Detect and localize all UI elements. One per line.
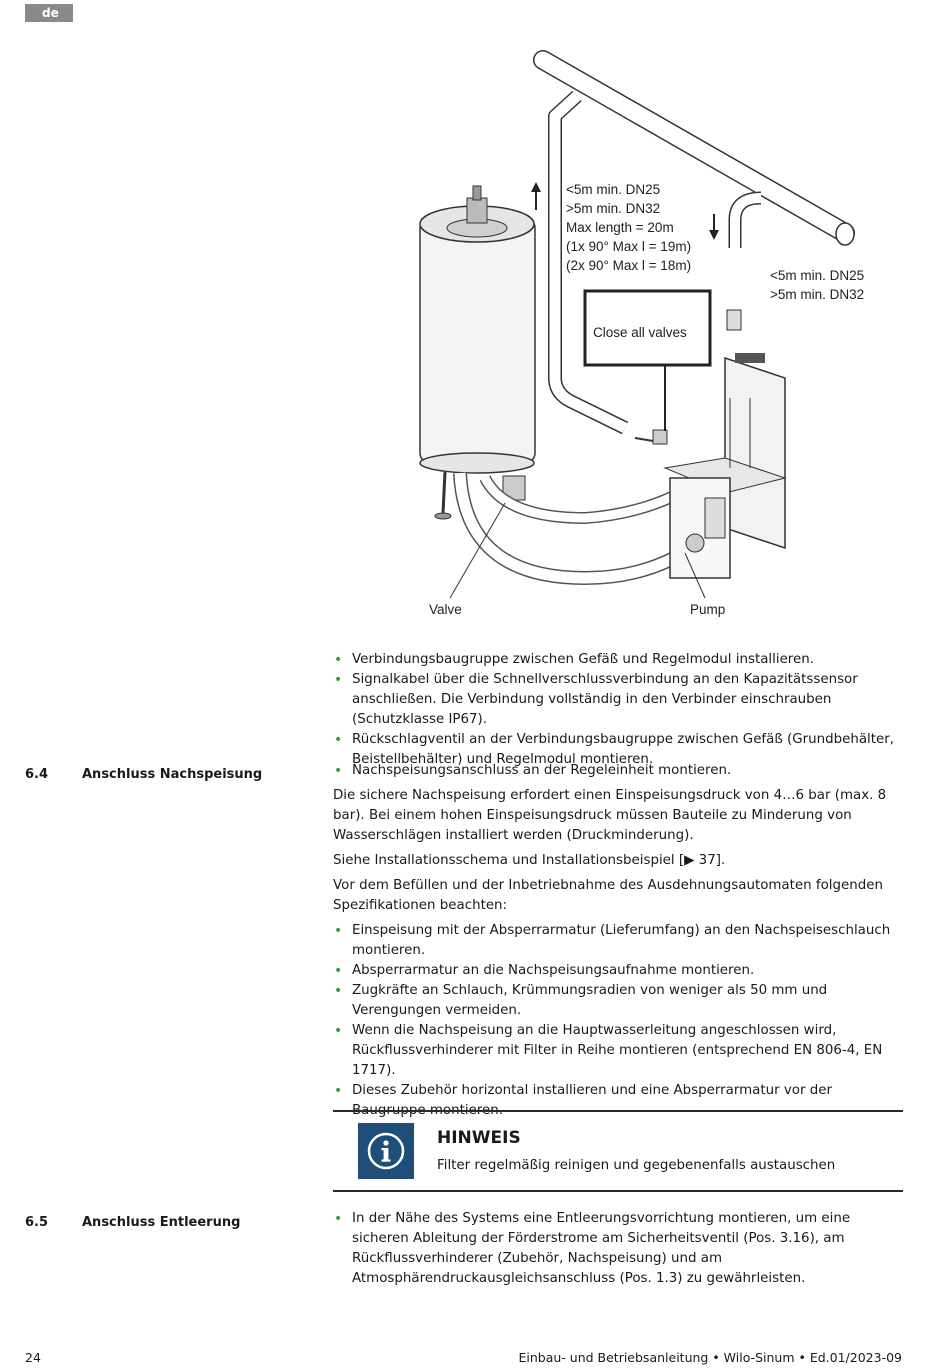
list-item: • In der Nähe des Systems eine Entleerungsvorrichtung montieren, um eine sicheren Ableitung der Förderstrome am Sicherheitsventil (Pos. 3.16), am Rückflussverhinderer (Zubehör, Nachspeisung) und am Atmosphärendruckausgleichsanschluss (Pos. 1.3) zu gewährleisten. (333, 1209, 908, 1289)
control-module (665, 353, 785, 578)
list-item: • Absperrarmatur an die Nachspeisungsaufnahme montieren. (333, 961, 908, 981)
callout-text: Close all valves (593, 325, 687, 340)
shutoff-valve (635, 430, 667, 444)
section-6-5-number: 6.5 (25, 1215, 49, 1230)
section-6-5-body (333, 1209, 908, 1289)
spec-text-right (770, 268, 864, 302)
valve-label: Valve (429, 602, 462, 617)
list-item: • Verbindungsbaugruppe zwischen Gefäß und Regelmodul installieren. (333, 650, 908, 670)
page-number: 24 (25, 1350, 41, 1365)
section-6-4-number: 6.4 (25, 767, 49, 782)
list-item: • Rückschlagventil an der Verbindungsbaugruppe zwischen Gefäß (Grundbehälter, Beistellbehälter) und Regelmodul montieren. (333, 730, 908, 770)
spec-text-left (566, 182, 691, 273)
info-icon (358, 1123, 414, 1179)
footer-doc-title: Einbau- und Betriebsanleitung • Wilo-Sinum • Ed.01/2023-09 (518, 1350, 902, 1365)
spec-left-line: <5m min. DN25 (566, 182, 661, 197)
notice-box (333, 1110, 903, 1192)
notice-title: HINWEIS (437, 1128, 521, 1148)
section-6-4-title: Anschluss Nachspeisung (82, 767, 263, 782)
spec-left-line: (1x 90° Max l = 19m) (566, 239, 692, 254)
spec-right-line: <5m min. DN25 (770, 268, 865, 283)
drop-pipe-right (709, 198, 761, 330)
expansion-vessel (420, 186, 535, 519)
paragraph: Siehe Installationsschema und Installationsbeispiel [▶ 37]. (333, 853, 726, 868)
spec-right-line: >5m min. DN32 (770, 287, 865, 302)
list-item: • Einspeisung mit der Absperrarmatur (Lieferumfang) an den Nachspeiseschlauch montieren. (333, 921, 908, 961)
installation-diagram (405, 48, 905, 628)
list-item: • Zugkräfte an Schlauch, Krümmungsradien von weniger als 50 mm und Verengungen vermeiden. (333, 981, 908, 1021)
intro-list-block (333, 650, 908, 770)
paragraph: Die sichere Nachspeisung erfordert einen Einspeisungsdruck von 4…6 bar (max. 8 bar). Bei einem hohen Einspeisungsdruck müssen Bauteile zu Minderung von Wasserschlägen installiert werden (Druckminderung). (333, 788, 887, 843)
list-item: • Nachspeisungsanschluss an der Regeleinheit montieren. (333, 761, 908, 781)
paragraph: Vor dem Befüllen und der Inbetriebnahme des Ausdehnungsautomaten folgenden Spezifikationen beachten: (333, 878, 883, 913)
overhead-pipe (543, 60, 854, 245)
section-6-5-title: Anschluss Entleerung (82, 1215, 241, 1230)
list-item: • Dieses Zubehör horizontal installieren und eine Absperrarmatur vor der Baugruppe montieren. (333, 1081, 908, 1121)
language-tab: de (25, 4, 73, 22)
spec-left-line: (2x 90° Max l = 18m) (566, 258, 692, 273)
intro-list (333, 650, 908, 770)
connection-hoses (460, 473, 705, 578)
spec-left-line: >5m min. DN32 (566, 201, 661, 216)
notice-text: Filter regelmäßig reinigen und gegebenenfalls austauschen (437, 1158, 836, 1173)
spec-list (333, 921, 908, 1121)
list-item: • Signalkabel über die Schnellverschlussverbindung an den Kapazitätssensor anschließen. Die Verbindung vollständig in den Verbinder einschrauben (Schutzklasse IP67). (333, 670, 908, 730)
spec-left-line: Max length = 20m (566, 220, 674, 235)
list-item: • Wenn die Nachspeisung an die Hauptwasserleitung angeschlossen wird, Rückflussverhinderer mit Filter in Reihe montieren (entsprechend EN 806-4, EN 1717). (333, 1021, 908, 1081)
section-6-4-body (333, 761, 908, 1121)
pump-label: Pump (690, 602, 726, 617)
